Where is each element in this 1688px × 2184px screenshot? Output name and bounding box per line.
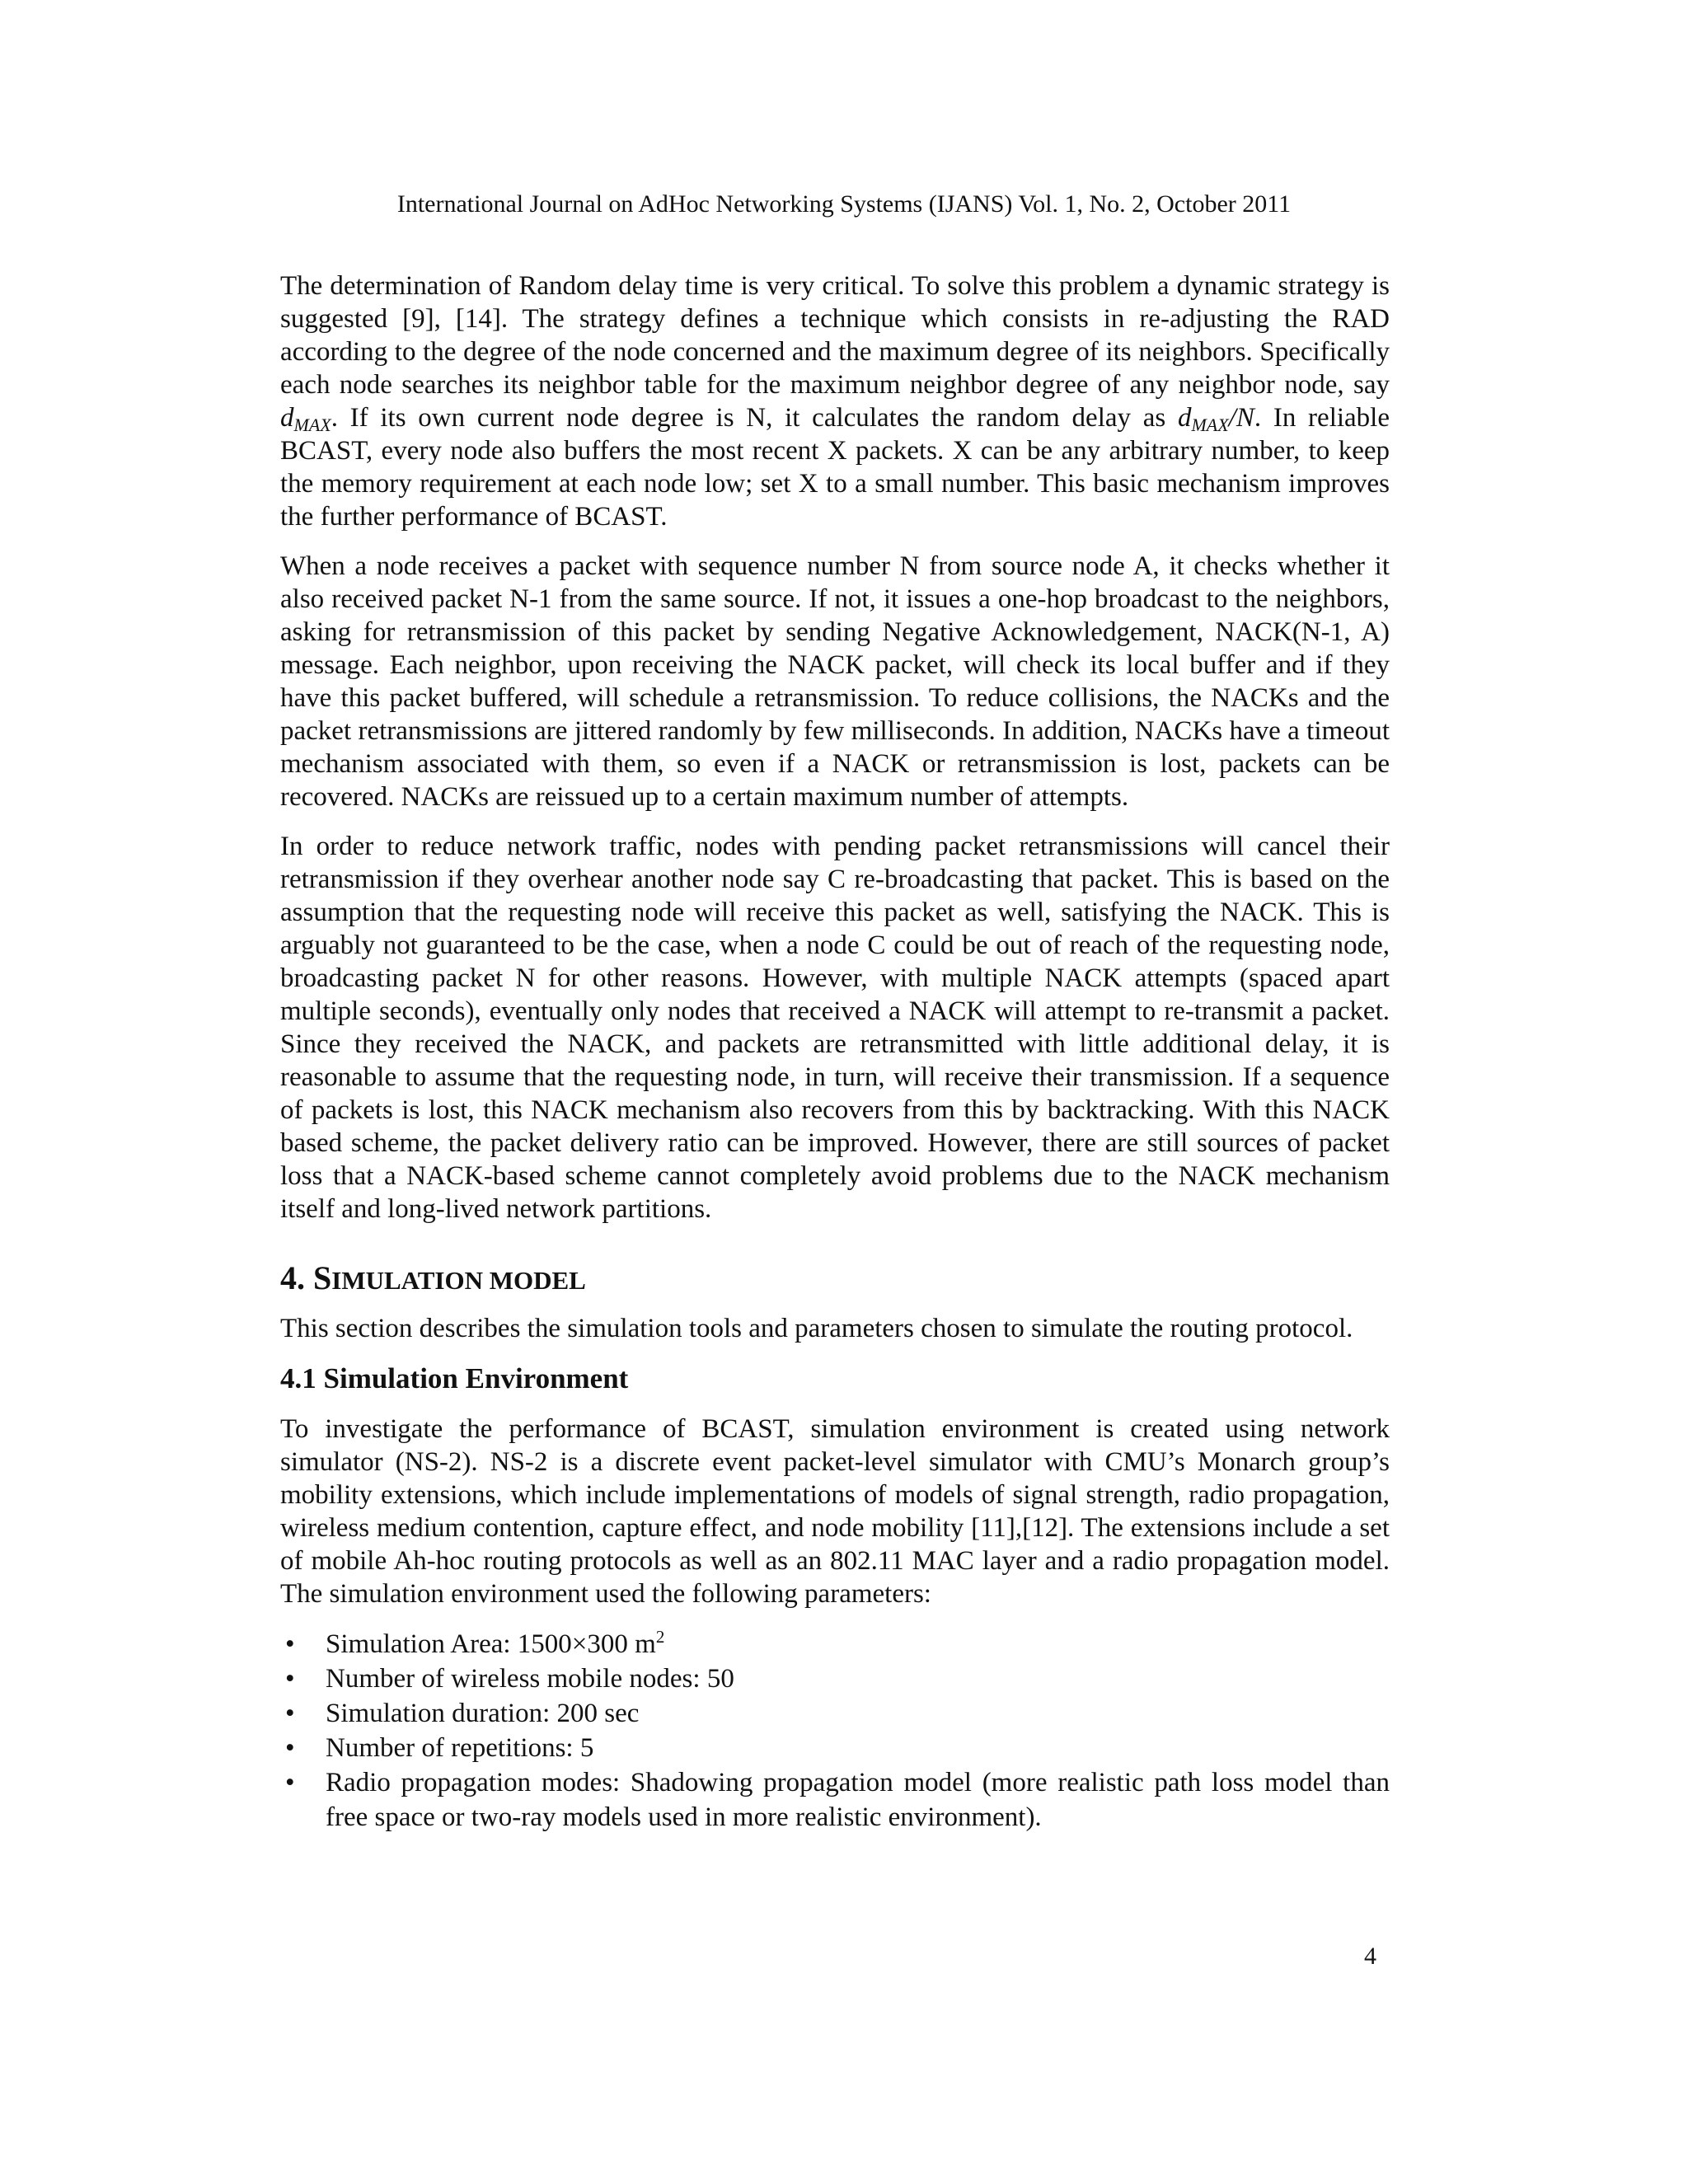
dmax2-base: d (1177, 403, 1192, 433)
list-item (280, 1627, 1390, 1661)
list-item (280, 1731, 1390, 1765)
section-number: 4. (280, 1259, 313, 1296)
section-heading-simulation-model (280, 1258, 1390, 1301)
param-area-superscript: 2 (655, 1627, 665, 1647)
para1-part-c: . In reliable BCAST, every node also buffers the most recent X packets. X can be any arbitrary number, to keep the memory requirement at each node low; set X to a small number. This basic mechanism improves the further performance of BCAST. (280, 403, 1390, 532)
paragraph-nack-mechanism: When a node receives a packet with sequence number N from source node A, it checks whether it also received packet N-1 from the same source. If not, it issues a one-hop broadcast to the neighbors, asking for retransmission of this packet by sending Negative Acknowledgement, NACK(N-1, A) message. Each neighbor, upon receiving the NACK packet, will check its local buffer and if they have this packet buffered, will schedule a retransmission. To reduce collisions, the NACKs and the packet retransmissions are jittered randomly by few milliseconds. In addition, NACKs have a timeout mechanism associated with them, so even if a NACK or retransmission is lost, packets can be recovered. NACKs are reissued up to a certain maximum number of attempts. (280, 551, 1390, 812)
dmax-base: d (280, 403, 294, 433)
subsection-heading-simulation-environment: 4.1 Simulation Environment (280, 1362, 629, 1394)
bullet-icon: • (285, 1699, 295, 1728)
parameter-list (280, 1627, 1390, 1835)
dmax-symbol (280, 403, 331, 433)
dmax-subscript: MAX (293, 415, 331, 435)
param-propagation: Radio propagation modes: Shadowing propagation model (more realistic path loss model than free space or two-ray models used in more realistic environment). (326, 1768, 1390, 1832)
bullet-icon: • (285, 1733, 295, 1763)
paragraph-section-intro: This section describes the simulation tools and parameters chosen to simulate the routing protocol. (280, 1314, 1353, 1343)
list-item (280, 1696, 1390, 1731)
param-area: Simulation Area: 1500×300 m (326, 1629, 656, 1659)
section-initial: S (313, 1259, 332, 1296)
dmax2-tail: /N (1228, 403, 1254, 433)
bullet-icon: • (285, 1664, 295, 1694)
para1-part-b: . If its own current node degree is N, it calculates the random delay as (331, 403, 1178, 433)
param-duration: Simulation duration: 200 sec (326, 1699, 640, 1728)
param-nodes: Number of wireless mobile nodes: 50 (326, 1664, 734, 1694)
bullet-icon: • (285, 1768, 295, 1797)
running-header (0, 188, 1688, 221)
paragraph-network-traffic: In order to reduce network traffic, nodes with pending packet retransmissions will cancel their retransmission if they overhear another node say C re-broadcasting that packet. This is based on the assumption that the requesting node will receive this packet as well, satisfying the NACK. This is arguably not guaranteed to be the case, when a node C could be out of reach of the requesting node, broadcasting packet N for other reasons. However, with multiple NACK attempts (spaced apart multiple seconds), eventually only nodes that received a NACK will attempt to re-transmit a packet. Since they received the NACK, and packets are retransmitted with little additional delay, it is reasonable to assume that the requesting node, in turn, will receive their transmission. If a sequence of packets is lost, this NACK mechanism also recovers from this by backtracking. With this NACK based scheme, the packet delivery ratio can be improved. However, there are still sources of packet loss that a NACK-based scheme cannot completely avoid problems due to the NACK mechanism itself and long-lived network partitions. (280, 832, 1390, 1224)
list-item (280, 1765, 1390, 1835)
para1-part-a: The determination of Random delay time is very critical. To solve this problem a dynamic strategy is suggested [9], [14]. The strategy defines a technique which consists in re-adjusting the RAD according to the degree of the node concerned and the maximum degree of its neighbors. Specifically each node searches its neighbor table for the maximum neighbor degree of any neighbor node, say (280, 271, 1390, 400)
main-text (280, 269, 1390, 1835)
page-number: 4 (1364, 1943, 1376, 1970)
paragraph-simulation-environment: To investigate the performance of BCAST, simulation environment is created using network simulator (NS-2). NS-2 is a discrete event packet-level simulator with CMU’s Monarch group’s mobility extensions, which include implementations of models of signal strength, radio propagation, wireless medium contention, capture effect, and node mobility [11],[12]. The extensions include a set of mobile Ah-hoc routing protocols as well as an 802.11 MAC layer and a radio propagation model. The simulation environment used the following parameters: (280, 1414, 1390, 1609)
section-title-part2: MODEL (489, 1266, 586, 1295)
journal-title: International Journal on AdHoc Networking Systems (IJANS) Vol. 1, No. 2, October 2011 (396, 190, 1292, 218)
bullet-icon: • (285, 1629, 295, 1659)
dmax2-subscript: MAX (1191, 415, 1229, 435)
section-title-part1: IMULATION (331, 1266, 490, 1295)
paragraph-random-delay (280, 269, 1390, 533)
dmax-over-n-symbol (1178, 403, 1254, 433)
list-item (280, 1661, 1390, 1696)
param-repetitions: Number of repetitions: 5 (326, 1733, 594, 1763)
